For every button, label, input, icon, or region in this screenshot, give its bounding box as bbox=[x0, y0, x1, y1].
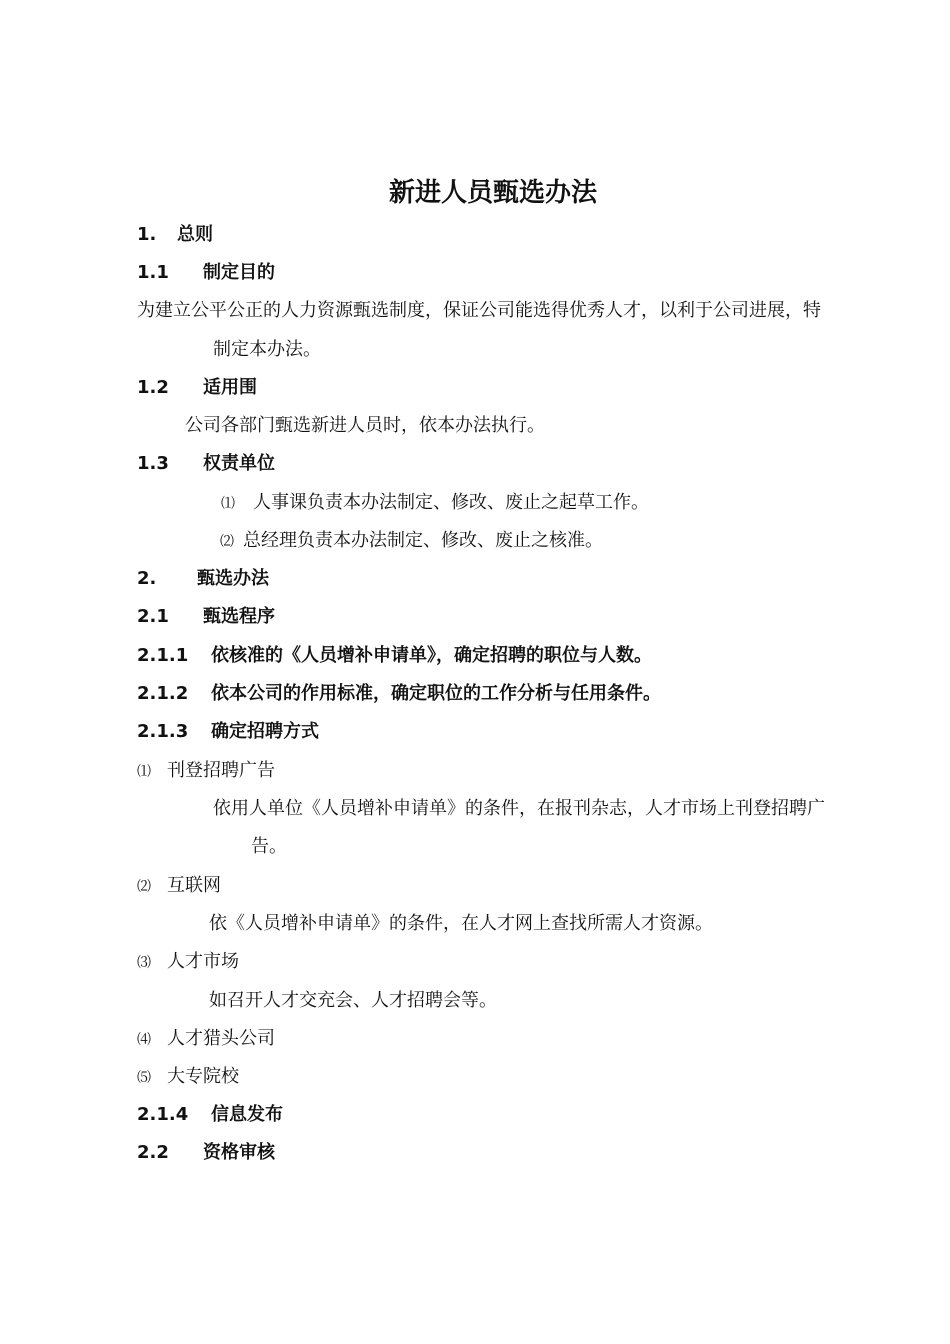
list-item bbox=[137, 1027, 275, 1052]
list-item bbox=[137, 874, 221, 899]
list-text: 总经理负责本办法制定、修改、废止之核准。 bbox=[243, 530, 603, 551]
section-title: 依本公司的作用标准，确定职位的工作分析与任用条件。 bbox=[211, 683, 661, 704]
list-number: ⑴ bbox=[221, 496, 235, 512]
section-title: 依核准的《人员增补申请单》，确定招聘的职位与人数。 bbox=[211, 645, 652, 666]
section-title: 制定目的 bbox=[203, 262, 275, 283]
section-title: 信息发布 bbox=[211, 1104, 283, 1125]
list-number: ⑵ bbox=[220, 534, 234, 550]
subsection-heading bbox=[137, 1141, 275, 1165]
paragraph-line: 制定本办法。 bbox=[213, 339, 321, 360]
paragraph-line: 依用人单位《人员增补申请单》的条件，在报刊杂志，人才市场上刊登招聘广 bbox=[213, 798, 825, 819]
paragraph-line: 告。 bbox=[251, 836, 287, 857]
list-text: 互联网 bbox=[167, 875, 221, 896]
section-number: 2. bbox=[137, 568, 157, 589]
paragraph-line: 依《人员增补申请单》的条件，在人才网上查找所需人才资源。 bbox=[209, 913, 713, 934]
section-heading bbox=[137, 223, 213, 247]
list-item bbox=[137, 759, 275, 784]
section-title: 确定招聘方式 bbox=[211, 721, 319, 742]
list-item bbox=[220, 529, 603, 554]
subsection-heading bbox=[137, 376, 257, 400]
subsubsection-heading bbox=[137, 1103, 283, 1127]
subsubsection-heading bbox=[137, 682, 661, 706]
section-number: 2.1.3 bbox=[137, 721, 189, 742]
list-text: 人才猎头公司 bbox=[167, 1028, 275, 1049]
section-number: 2.1.2 bbox=[137, 683, 189, 704]
section-number: 1. bbox=[137, 224, 157, 245]
section-title: 甄选办法 bbox=[197, 568, 269, 589]
section-number: 2.2 bbox=[137, 1142, 169, 1163]
list-number: ⑴ bbox=[137, 764, 151, 780]
section-title: 总则 bbox=[177, 224, 213, 245]
subsubsection-heading bbox=[137, 720, 319, 744]
section-number: 1.2 bbox=[137, 377, 169, 398]
list-item bbox=[137, 1065, 239, 1090]
section-number: 2.1.1 bbox=[137, 645, 189, 666]
subsection-heading bbox=[137, 452, 275, 476]
section-number: 2.1 bbox=[137, 606, 169, 627]
list-number: ⑷ bbox=[137, 1032, 151, 1048]
list-number: ⑵ bbox=[137, 879, 151, 895]
section-title: 权责单位 bbox=[203, 453, 275, 474]
section-title: 适用围 bbox=[203, 377, 257, 398]
section-number: 1.1 bbox=[137, 262, 169, 283]
subsection-heading bbox=[137, 261, 275, 285]
list-number: ⑸ bbox=[137, 1070, 151, 1086]
list-item bbox=[221, 491, 649, 516]
paragraph-line: 公司各部门甄选新进人员时，依本办法执行。 bbox=[185, 415, 545, 436]
list-text: 刊登招聘广告 bbox=[167, 760, 275, 781]
list-number: ⑶ bbox=[137, 955, 151, 971]
subsection-heading bbox=[137, 605, 275, 629]
document-title: 新进人员甄选办法 bbox=[389, 178, 598, 208]
section-number: 1.3 bbox=[137, 453, 169, 474]
paragraph-line: 如召开人才交充会、人才招聘会等。 bbox=[209, 990, 497, 1011]
paragraph-line: 为建立公平公正的人力资源甄选制度，保证公司能选得优秀人才，以利于公司进展，特 bbox=[137, 300, 821, 321]
list-item bbox=[137, 950, 239, 975]
section-title: 资格审核 bbox=[203, 1142, 275, 1163]
section-number: 2.1.4 bbox=[137, 1104, 189, 1125]
list-text: 人事课负责本办法制定、修改、废止之起草工作。 bbox=[253, 492, 649, 513]
list-text: 人才市场 bbox=[167, 951, 239, 972]
section-heading bbox=[137, 567, 269, 591]
list-text: 大专院校 bbox=[167, 1066, 239, 1087]
subsubsection-heading bbox=[137, 644, 652, 668]
section-title: 甄选程序 bbox=[203, 606, 275, 627]
